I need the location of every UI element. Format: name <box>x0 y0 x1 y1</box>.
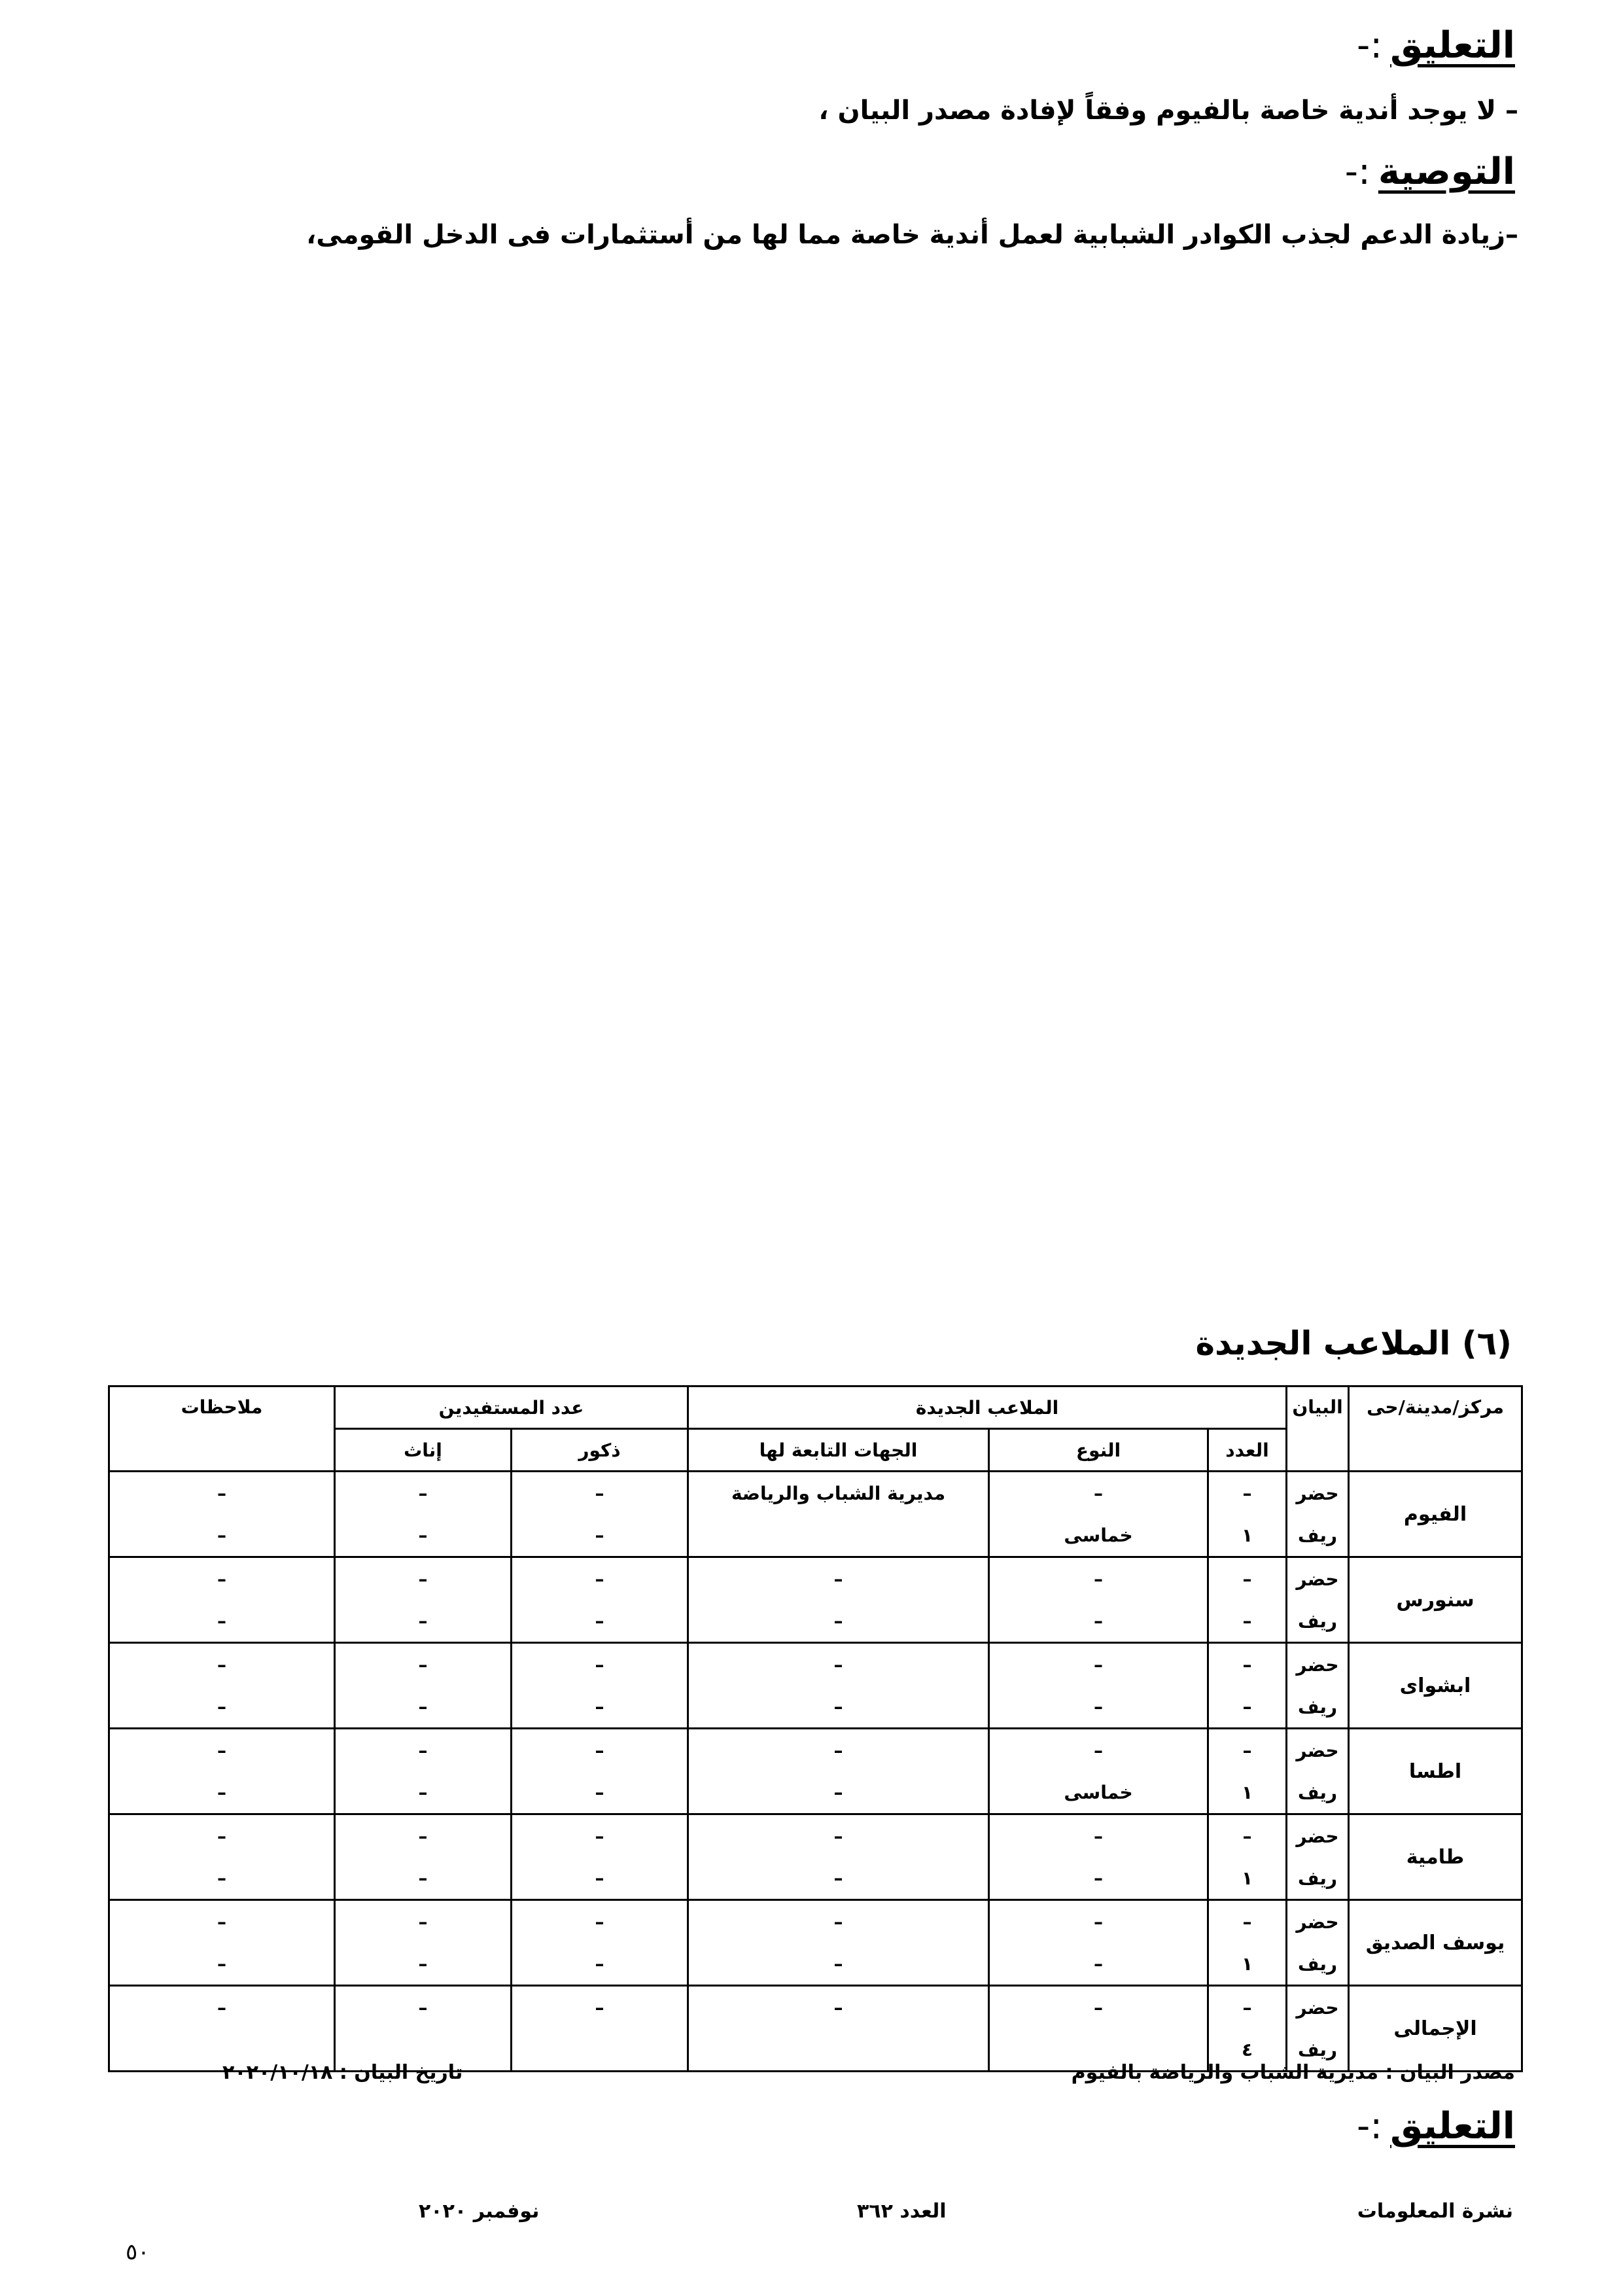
comment-heading-2 <box>1357 2105 1515 2147</box>
statement-cell: حضر <box>1287 1986 1349 2029</box>
footer-issue: العدد ٣٦٢ <box>857 2200 947 2223</box>
header-females: إناث <box>335 1429 512 1472</box>
statement-cell: حضر <box>1287 1814 1349 1858</box>
affiliation-cell: – <box>688 1857 989 1900</box>
females-cell: – <box>335 1600 512 1643</box>
header-type: النوع <box>989 1429 1208 1472</box>
type-cell: خماسى <box>989 1514 1208 1557</box>
comment-text: – لا يوجد أندية خاصة بالفيوم وفقاً لإفادة مصدر البيان ، <box>818 96 1518 126</box>
notes-cell: – <box>109 1514 335 1557</box>
females-cell: – <box>335 1643 512 1686</box>
data-date: تاريخ البيان : ٢٠٢٠/١٠/١٨ <box>222 2061 463 2084</box>
males-cell: – <box>512 1643 688 1686</box>
comment-heading <box>1357 24 1515 67</box>
females-cell: – <box>335 1900 512 1943</box>
males-cell: – <box>512 1943 688 1986</box>
females-cell: – <box>335 1943 512 1986</box>
notes-cell: – <box>109 1986 335 2029</box>
source-note: مصدر البيان : مديرية الشباب والرياضة بالفيوم <box>1071 2061 1515 2084</box>
statement-cell: ريف <box>1287 1600 1349 1643</box>
table-row <box>109 1857 1522 1900</box>
comment-title: التعليق <box>1390 24 1515 67</box>
header-statement: البيان <box>1287 1386 1349 1472</box>
type-cell: – <box>989 1686 1208 1729</box>
notes-cell: – <box>109 1814 335 1858</box>
section-title: (٦) الملاعب الجديدة <box>1195 1324 1512 1362</box>
table-row <box>109 1514 1522 1557</box>
recommendation-heading <box>1344 150 1515 193</box>
header-beneficiaries: عدد المستفيدين <box>335 1386 688 1429</box>
header-new-fields: الملاعب الجديدة <box>688 1386 1287 1429</box>
affiliation-cell <box>688 1514 989 1557</box>
type-cell: خماسى <box>989 1771 1208 1814</box>
table-body <box>109 1472 1522 2072</box>
district-cell: طامية <box>1349 1814 1522 1900</box>
males-cell: – <box>512 1686 688 1729</box>
table-row <box>109 1472 1522 1515</box>
notes-cell: – <box>109 1729 335 1772</box>
count-cell: – <box>1208 1600 1287 1643</box>
statement-cell: حضر <box>1287 1557 1349 1600</box>
females-cell: – <box>335 1472 512 1515</box>
table-row <box>109 1986 1522 2029</box>
district-cell: ابشواى <box>1349 1643 1522 1729</box>
females-cell: – <box>335 1729 512 1772</box>
females-cell: – <box>335 1514 512 1557</box>
type-cell: – <box>989 1557 1208 1600</box>
table-row <box>109 1943 1522 1986</box>
males-cell: – <box>512 1814 688 1858</box>
statement-cell: ريف <box>1287 1943 1349 1986</box>
notes-cell: – <box>109 1643 335 1686</box>
count-cell: ١ <box>1208 1943 1287 1986</box>
females-cell: – <box>335 1771 512 1814</box>
statement-cell: حضر <box>1287 1472 1349 1515</box>
statement-cell: ريف <box>1287 2028 1349 2072</box>
count-cell: – <box>1208 1643 1287 1686</box>
comment-title-2: التعليق <box>1390 2105 1515 2147</box>
males-cell: – <box>512 1986 688 2029</box>
table-row <box>109 1814 1522 1858</box>
count-cell: ١ <box>1208 1857 1287 1900</box>
males-cell <box>512 2028 688 2072</box>
count-cell: – <box>1208 1686 1287 1729</box>
type-cell: – <box>989 1814 1208 1858</box>
males-cell: – <box>512 1857 688 1900</box>
males-cell: – <box>512 1472 688 1515</box>
count-cell: – <box>1208 1986 1287 2029</box>
district-cell: الإجمالى <box>1349 1986 1522 2072</box>
new-fields-table <box>108 1385 1523 2072</box>
affiliation-cell: – <box>688 1900 989 1943</box>
statement-cell: ريف <box>1287 1514 1349 1557</box>
females-cell: – <box>335 1686 512 1729</box>
type-cell: – <box>989 1900 1208 1943</box>
notes-cell: – <box>109 1857 335 1900</box>
header-notes: ملاحظات <box>109 1386 335 1472</box>
table-row <box>109 1771 1522 1814</box>
table-row <box>109 1900 1522 1943</box>
type-cell: – <box>989 1986 1208 2029</box>
table-row <box>109 1600 1522 1643</box>
header-affiliation: الجهات التابعة لها <box>688 1429 989 1472</box>
statement-cell: ريف <box>1287 1857 1349 1900</box>
footer-publication: نشرة المعلومات <box>1357 2200 1513 2223</box>
affiliation-cell: – <box>688 1771 989 1814</box>
females-cell: – <box>335 1857 512 1900</box>
footer-date: نوفمبر ٢٠٢٠ <box>419 2200 540 2223</box>
district-cell: الفيوم <box>1349 1472 1522 1557</box>
affiliation-cell <box>688 2028 989 2072</box>
type-cell: – <box>989 1472 1208 1515</box>
comment-mark: :- <box>1357 24 1383 67</box>
affiliation-cell: – <box>688 1986 989 2029</box>
count-cell: – <box>1208 1814 1287 1858</box>
header-males: ذكور <box>512 1429 688 1472</box>
statement-cell: ريف <box>1287 1686 1349 1729</box>
type-cell: – <box>989 1729 1208 1772</box>
males-cell: – <box>512 1729 688 1772</box>
district-cell: يوسف الصديق <box>1349 1900 1522 1986</box>
count-cell: ١ <box>1208 1771 1287 1814</box>
header-district: مركز/مدينة/حى <box>1349 1386 1522 1472</box>
females-cell: – <box>335 1814 512 1858</box>
type-cell: – <box>989 1943 1208 1986</box>
recommendation-text: –زيادة الدعم لجذب الكوادر الشبابية لعمل أندية خاصة مما لها من أستثمارات فى الدخل القومى، <box>306 220 1518 250</box>
males-cell: – <box>512 1514 688 1557</box>
males-cell: – <box>512 1600 688 1643</box>
type-cell: – <box>989 1643 1208 1686</box>
recommendation-mark: :- <box>1344 150 1370 193</box>
type-cell: – <box>989 1600 1208 1643</box>
affiliation-cell: – <box>688 1600 989 1643</box>
comment-mark-2: :- <box>1357 2105 1383 2147</box>
affiliation-cell: – <box>688 1814 989 1858</box>
statement-cell: حضر <box>1287 1729 1349 1772</box>
females-cell: – <box>335 1986 512 2029</box>
type-cell: – <box>989 1857 1208 1900</box>
affiliation-cell: – <box>688 1943 989 1986</box>
notes-cell: – <box>109 1472 335 1515</box>
females-cell: – <box>335 1557 512 1600</box>
table-row <box>109 1729 1522 1772</box>
notes-cell: – <box>109 1557 335 1600</box>
table-row <box>109 1643 1522 1686</box>
table-row <box>109 1557 1522 1600</box>
notes-cell: – <box>109 1771 335 1814</box>
count-cell: – <box>1208 1729 1287 1772</box>
notes-cell: – <box>109 1686 335 1729</box>
notes-cell: – <box>109 1900 335 1943</box>
notes-cell: – <box>109 1600 335 1643</box>
males-cell: – <box>512 1557 688 1600</box>
affiliation-cell: مديرية الشباب والرياضة <box>688 1472 989 1515</box>
affiliation-cell: – <box>688 1643 989 1686</box>
males-cell: – <box>512 1771 688 1814</box>
statement-cell: حضر <box>1287 1900 1349 1943</box>
recommendation-title: التوصية <box>1378 150 1515 193</box>
males-cell: – <box>512 1900 688 1943</box>
statement-cell: ريف <box>1287 1771 1349 1814</box>
affiliation-cell: – <box>688 1557 989 1600</box>
affiliation-cell: – <box>688 1686 989 1729</box>
count-cell: ١ <box>1208 1514 1287 1557</box>
district-cell: سنورس <box>1349 1557 1522 1643</box>
statement-cell: حضر <box>1287 1643 1349 1686</box>
header-count: العدد <box>1208 1429 1287 1472</box>
notes-cell: – <box>109 1943 335 1986</box>
count-cell: – <box>1208 1900 1287 1943</box>
count-cell: ٤ <box>1208 2028 1287 2072</box>
page-number: ٥٠ <box>126 2239 150 2265</box>
count-cell: – <box>1208 1472 1287 1515</box>
affiliation-cell: – <box>688 1729 989 1772</box>
table-row <box>109 1686 1522 1729</box>
district-cell: اطسا <box>1349 1729 1522 1814</box>
count-cell: – <box>1208 1557 1287 1600</box>
